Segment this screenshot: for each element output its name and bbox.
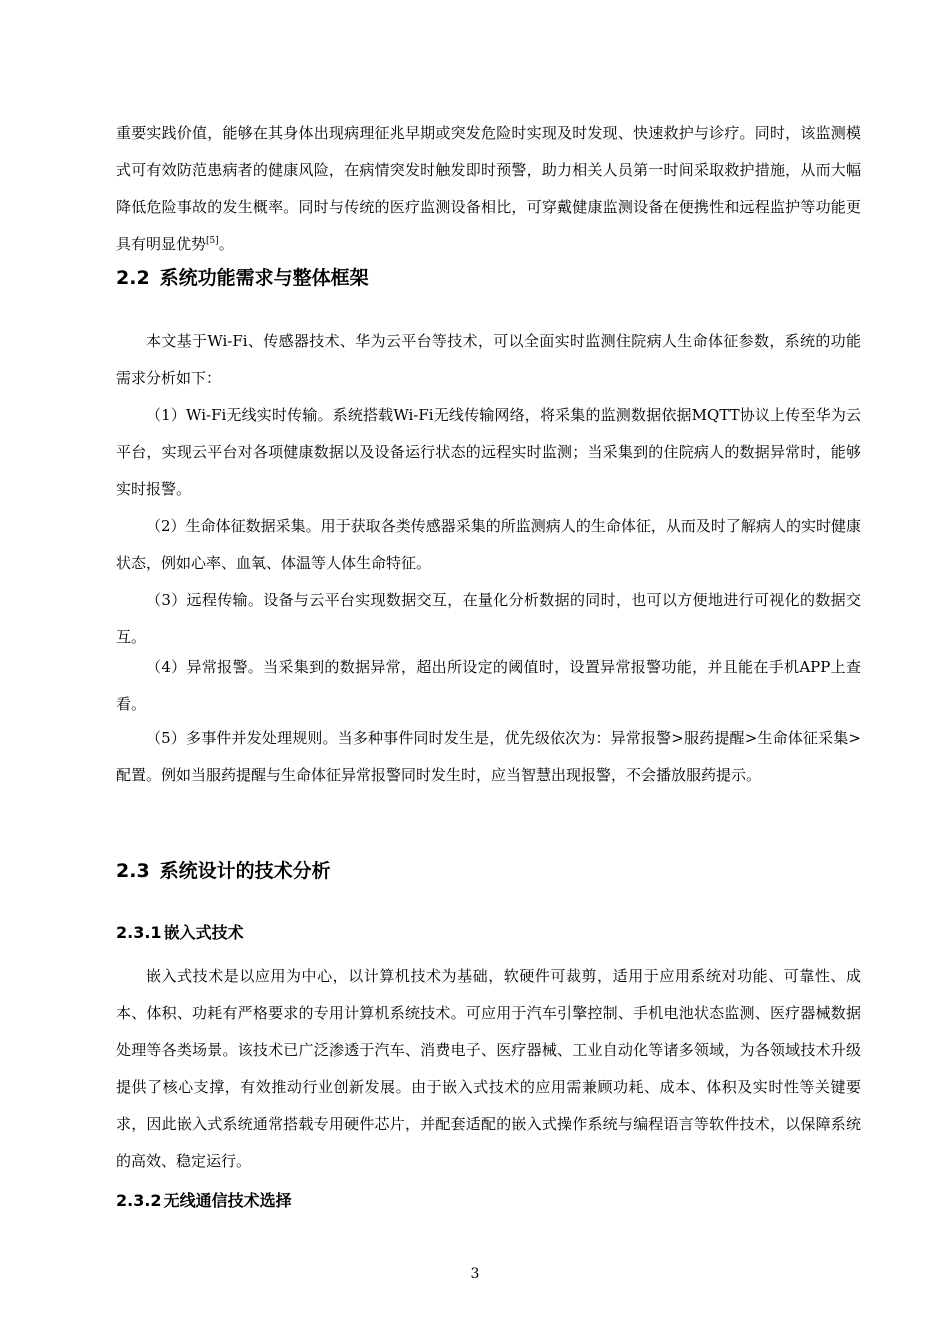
citation-ref: [5] xyxy=(206,236,219,246)
subsection-title: 嵌入式技术 xyxy=(163,923,244,942)
section-number: 2.3 xyxy=(116,860,150,882)
paragraph-intro xyxy=(116,115,861,263)
intro-end: 。 xyxy=(218,235,234,253)
paragraph-2-3-1: 嵌入式技术是以应用为中心，以计算机技术为基础，软硬件可裁剪，适用于应用系统对功能、可靠性、成本、体积、功耗有严格要求的专用计算机系统技术。可应用于汽车引擎控制、手机电池状态监测、医疗器械数据处理等各类场景。该技术已广泛渗透于汽车、消费电子、医疗器械、工业自动化等诸多领域，为各领域技术升级提供了核心支撑，有效推动行业创新发展。由于嵌入式技术的应用需兼顾功耗、成本、体积及实时性等关键要求，因此嵌入式系统通常搭载专用硬件芯片，并配套适配的嵌入式操作系统与编程语言等软件技术，以保障系统的高效、稳定运行。 xyxy=(116,967,861,1170)
section-heading-2-3 xyxy=(116,858,331,884)
paragraph-requirement-2: （2）生命体征数据采集。用于获取各类传感器采集的所监测病人的生命体征，从而及时了解病人的实时健康状态，例如心率、血氧、体温等人体生命特征。 xyxy=(116,517,861,572)
subsection-heading-2-3-2 xyxy=(116,1190,292,1212)
section-title: 系统功能需求与整体框架 xyxy=(159,267,369,289)
paragraph-requirement-1: （1）Wi-Fi无线实时传输。系统搭载Wi-Fi无线传输网络，将采集的监测数据依据MQTT协议上传至华为云平台，实现云平台对各项健康数据以及设备运行状态的远程实时监测；当采集到的住院病人的数据异常时，能够实时报警。 xyxy=(116,406,861,498)
page-number: 3 xyxy=(470,1266,480,1282)
section-number: 2.2 xyxy=(116,267,150,289)
paragraph-2-2-intro: 本文基于Wi-Fi、传感器技术、华为云平台等技术，可以全面实时监测住院病人生命体征参数，系统的功能需求分析如下： xyxy=(116,332,861,387)
paragraph-requirement-4: （4）异常报警。当采集到的数据异常，超出所设定的阈值时，设置异常报警功能，并且能在手机APP上查看。 xyxy=(116,658,861,713)
section-title: 系统设计的技术分析 xyxy=(159,860,331,882)
paragraph-requirement-5: （5）多事件并发处理规则。当多种事件同时发生是，优先级依次为：异常报警>服药提醒>生命体征采集>配置。例如当服药提醒与生命体征异常报警同时发生时，应当智慧出现报警，不会播放服药提示。 xyxy=(116,729,861,784)
subsection-heading-2-3-1 xyxy=(116,922,244,944)
subsection-number: 2.3.2 xyxy=(116,1191,162,1210)
paragraph-requirement-3: （3）远程传输。设备与云平台实现数据交互，在量化分析数据的同时，也可以方便地进行可视化的数据交互。 xyxy=(116,591,861,646)
subsection-title: 无线通信技术选择 xyxy=(163,1191,292,1210)
section-heading-2-2 xyxy=(116,265,369,291)
intro-text: 重要实践价值，能够在其身体出现病理征兆早期或突发危险时实现及时发现、快速救护与诊疗。同时，该监测模式可有效防范患病者的健康风险，在病情突发时触发即时预警，助力相关人员第一时间采取救护措施，从而大幅降低危险事故的发生概率。同时与传统的医疗监测设备相比，可穿戴健康监测设备在便携性和远程监护等功能更具有明显优势 xyxy=(116,124,861,253)
subsection-number: 2.3.1 xyxy=(116,923,162,942)
